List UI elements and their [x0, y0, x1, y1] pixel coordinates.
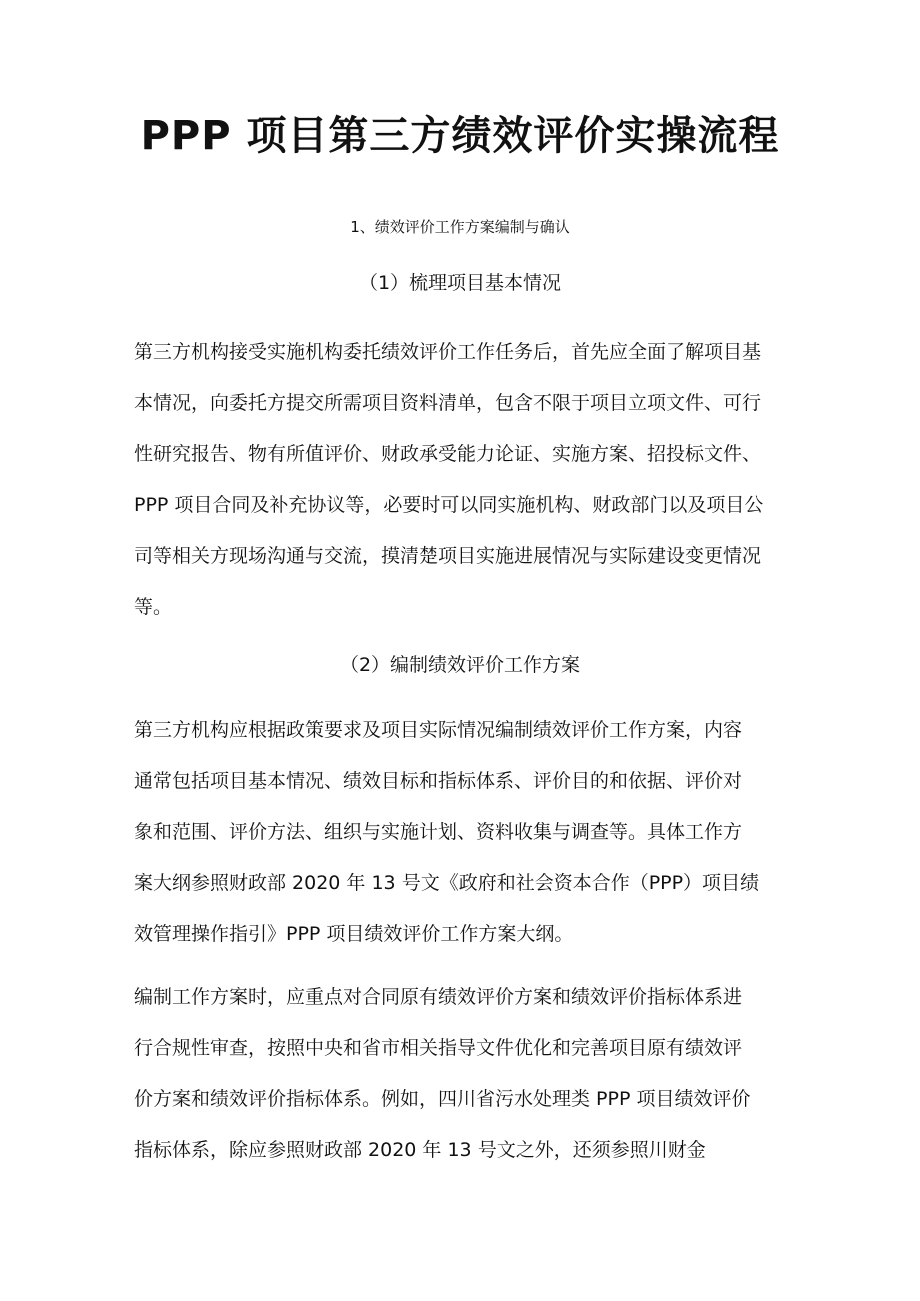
- paragraph-line: 性研究报告、物有所值评价、财政承受能力论证、实施方案、招投标文件、: [134, 443, 762, 465]
- paragraph-line: 编制工作方案时，应重点对合同原有绩效评价方案和绩效评价指标体系进: [134, 986, 743, 1008]
- paragraph-line: 象和范围、评价方法、组织与实施计划、资料收集与调查等。具体工作方: [134, 821, 743, 843]
- paragraph-line: 行合规性审查，按照中央和省市相关指导文件优化和完善项目原有绩效评: [134, 1037, 743, 1059]
- paragraph-line: 司等相关方现场沟通与交流，摸清楚项目实施进展情况与实际建设变更情况: [134, 545, 762, 567]
- paragraph-1: [134, 327, 763, 633]
- paragraph-line: 案大纲参照财政部 2020 年 13 号文《政府和社会资本合作（PPP）项目绩: [134, 872, 760, 894]
- paragraph-line: 价方案和绩效评价指标体系。例如，四川省污水处理类 PPP 项目绩效评价: [134, 1088, 751, 1110]
- paragraph-line: PPP 项目合同及补充协议等，必要时可以同实施机构、财政部门以及项目公: [134, 494, 764, 516]
- paragraph-line: 本情况，向委托方提交所需项目资料清单，包含不限于项目立项文件、可行: [134, 392, 762, 414]
- subsection-heading-2: （2）编制绩效评价工作方案: [339, 654, 581, 676]
- document-title: PPP 项目第三方绩效评价实操流程: [140, 113, 780, 159]
- paragraph-line: 第三方机构接受实施机构委托绩效评价工作任务后，首先应全面了解项目基: [134, 341, 762, 363]
- paragraph-line: 通常包括项目基本情况、绩效目标和指标体系、评价目的和依据、评价对: [134, 770, 743, 792]
- paragraph-line: 等。: [134, 596, 173, 618]
- paragraph-2: [134, 705, 759, 960]
- subsection-heading-1: （1）梳理项目基本情况: [358, 272, 562, 294]
- paragraph-line: 效管理操作指引》PPP 项目绩效评价工作方案大纲。: [134, 923, 574, 945]
- section-heading: 1、绩效评价工作方案编制与确认: [350, 218, 570, 236]
- paragraph-line: 第三方机构应根据政策要求及项目实际情况编制绩效评价工作方案，内容: [134, 719, 743, 741]
- paragraph-line: 指标体系，除应参照财政部 2020 年 13 号文之外，还须参照川财金: [134, 1139, 706, 1161]
- paragraph-3: [134, 972, 750, 1176]
